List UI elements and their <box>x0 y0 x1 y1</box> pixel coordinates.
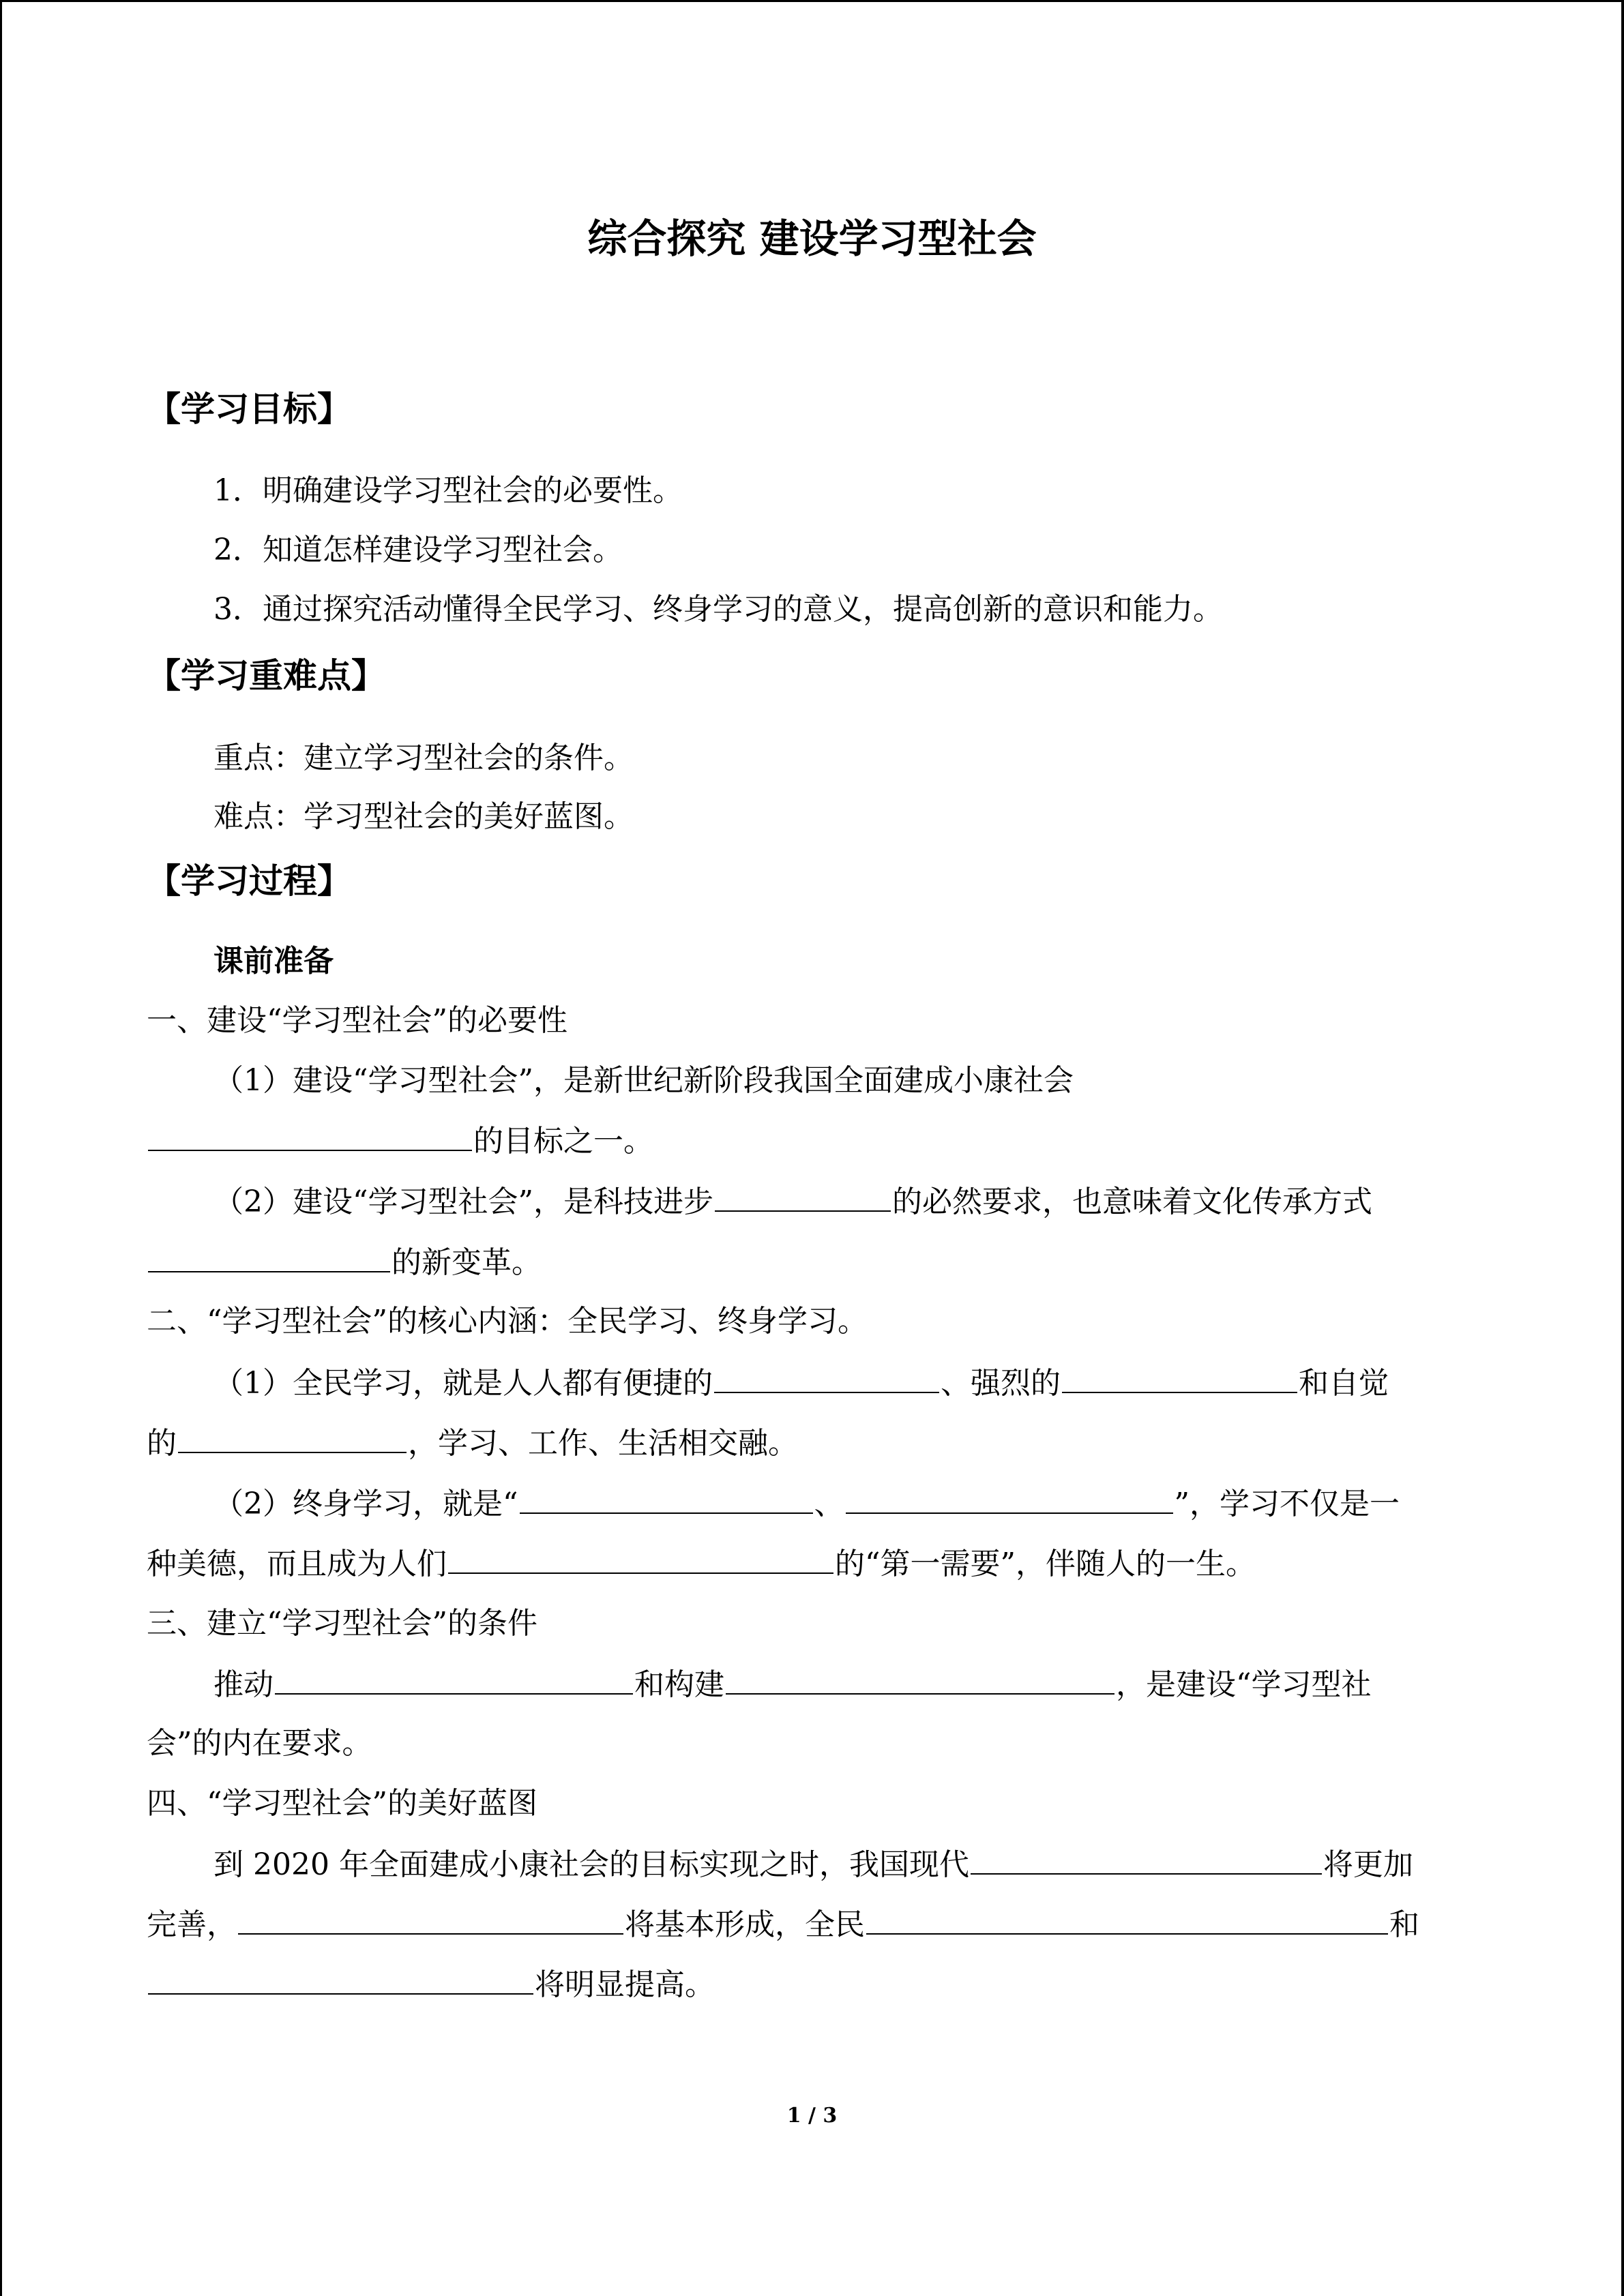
page-number: 1 / 3 <box>786 2104 838 2128</box>
fill-blank[interactable] <box>448 1541 833 1574</box>
section-2-para-2-line-2: 种美德，而且成为人们 的“第一需要”，伴随人的一生。 <box>147 1541 1256 1586</box>
section-3-title: 三、建立“学习型社会”的条件 <box>147 1606 537 1641</box>
fill-blank[interactable] <box>148 1240 390 1272</box>
section-1-para-1-line-2: 的目标之一。 <box>147 1118 653 1163</box>
fill-blank[interactable] <box>520 1481 813 1514</box>
fill-blank[interactable] <box>238 1902 623 1935</box>
fill-blank[interactable] <box>726 1662 1114 1695</box>
section-4-para-line-1: 到 2020 年全面建成小康社会的目标实现之时，我国现代 将更加 <box>213 1842 1413 1887</box>
section-2-para-1-line-1: （1）全民学习，就是人人都有便捷的 、强烈的 和自觉 <box>213 1360 1389 1405</box>
fill-blank[interactable] <box>148 1962 533 1995</box>
section-4-para-line-3: 将明显提高。 <box>147 1962 715 2007</box>
section-4-title: 四、“学习型社会”的美好蓝图 <box>147 1786 537 1821</box>
section-2-para-2-line-1: （2）终身学习，就是“ 、 ”，学习不仅是一 <box>213 1481 1400 1526</box>
prep-subheading: 课前准备 <box>213 944 334 979</box>
section-2-para-1-line-2: 的 ，学习、工作、生活相交融。 <box>147 1420 798 1465</box>
section-1-para-2-line-1: （2）建设“学习型社会”，是科技进步 的必然要求，也意味着文化传承方式 <box>213 1179 1372 1224</box>
page-title: 综合探究 建设学习型社会 <box>587 215 1037 262</box>
fill-blank[interactable] <box>715 1179 891 1212</box>
fill-blank[interactable] <box>1062 1360 1297 1393</box>
fill-blank[interactable] <box>148 1118 472 1151</box>
section-1-para-2-line-2: 的新变革。 <box>147 1240 542 1285</box>
fill-blank[interactable] <box>714 1360 939 1393</box>
key-points-heading: 【学习重难点】 <box>147 656 385 696</box>
fill-blank[interactable] <box>275 1662 633 1695</box>
key-point-text: 重点：建立学习型社会的条件。 <box>213 741 634 775</box>
difficult-point-text: 难点：学习型社会的美好蓝图。 <box>213 799 634 834</box>
section-2-title: 二、“学习型社会”的核心内涵：全民学习、终身学习。 <box>147 1304 868 1339</box>
fill-blank[interactable] <box>971 1842 1322 1875</box>
fill-blank[interactable] <box>178 1420 407 1453</box>
process-heading: 【学习过程】 <box>147 861 351 901</box>
section-1-title: 一、建设“学习型社会”的必要性 <box>147 1003 567 1038</box>
objective-item-3: 3．通过探究活动懂得全民学习、终身学习的意义，提高创新的意识和能力。 <box>213 592 1223 627</box>
section-3-para-line-2: 会”的内在要求。 <box>147 1726 372 1761</box>
section-4-para-line-2: 完善， 将基本形成，全民 和 <box>147 1902 1419 1947</box>
fill-blank[interactable] <box>846 1481 1173 1514</box>
fill-blank[interactable] <box>866 1902 1388 1935</box>
objectives-heading: 【学习目标】 <box>147 389 351 429</box>
section-3-para-line-1: 推动 和构建 ，是建设“学习型社 <box>213 1662 1372 1707</box>
objective-item-2: 2．知道怎样建设学习型社会。 <box>213 533 623 567</box>
objective-item-1: 1．明确建设学习型社会的必要性。 <box>213 473 683 508</box>
section-1-para-1-line-1: （1）建设“学习型社会”，是新世纪新阶段我国全面建成小康社会 <box>213 1063 1074 1098</box>
